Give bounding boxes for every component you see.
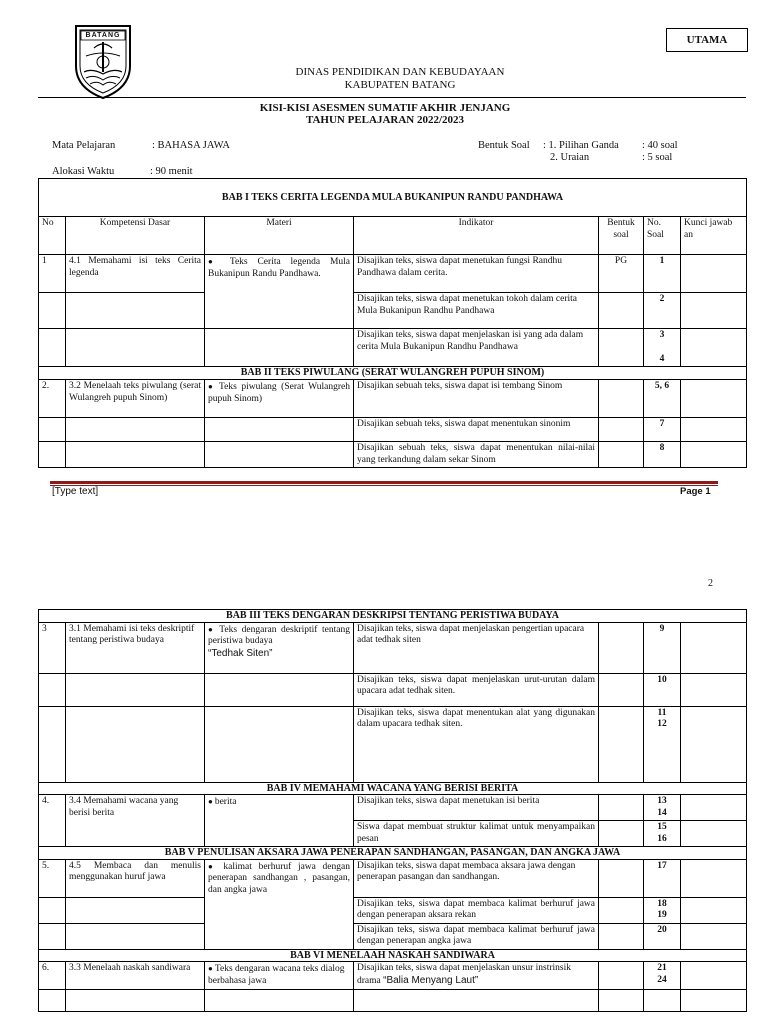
row-nosoal: 2 [644,293,681,329]
row-nosoal [644,897,681,923]
table-row [39,255,747,293]
table-row [39,923,747,949]
row-indikator: Disajikan sebuah teks, siswa dapat menentukan nilai-nilai yang terkandung dalam sekar Sinom [354,442,599,468]
row-kunci [681,990,747,1012]
row-kunci [681,673,747,706]
time-value: : 90 menit [150,166,193,177]
row-indikator: Disajikan sebuah teks, siswa dapat isi tembang Sinom [354,380,599,418]
row-kd: 4.5 Membaca dan menulis menggunakan huruf jawa [66,859,205,897]
col-nosoal: No. Soal [644,217,681,255]
table-row [39,795,747,821]
kisi-table-page2 [38,609,747,1012]
row-indikator: Siswa dapat membuat struktur kalimat untuk menyampaikan pesan [354,821,599,847]
row-materi [205,329,354,367]
nosoal-a: 3 [659,330,665,340]
row-kunci [681,329,747,367]
row-bentuk [599,673,644,706]
row-no: 1 [39,255,66,293]
row-materi [205,622,354,673]
row-indikator [354,990,599,1012]
row-nosoal [644,795,681,821]
row-materi [205,418,354,442]
section-row [39,367,747,380]
row-kd [66,897,205,923]
nosoal-b: 19 [657,910,667,920]
form-1-count: : 40 soal [642,140,678,151]
bab1-title: BAB I TEKS CERITA LEGENDA MULA BUKANIPUN RANDU PANDHAWA [39,179,747,217]
row-no [39,897,66,923]
row-nosoal: 8 [644,442,681,468]
bab6-title: BAB VI MENELAAH NASKAH SANDIWARA [39,949,747,962]
header-row [39,217,747,255]
row-nosoal: 20 [644,923,681,949]
row-materi [205,990,354,1012]
row-indikator: Disajikan teks, siswa dapat menetukan tokoh dalam cerita Mula Bukanipun Randhu Pandhawa [354,293,599,329]
row-bentuk [599,795,644,821]
row-bentuk [599,706,644,782]
row-indikator: Disajikan teks, siswa dapat menjelaskan isi yang ada dalam cerita Mula Bukanipun Randhu Pandhawa [354,329,599,367]
table-row [39,962,747,990]
row-no [39,442,66,468]
table-row [39,442,747,468]
nosoal-b: 16 [657,833,667,844]
bab3-title: BAB III TEKS DENGARAN DESKRIPSI TENTANG PERISTIWA BUDAYA [39,610,747,623]
table-row [39,706,747,782]
row-materi [205,673,354,706]
row-no [39,293,66,329]
row-nosoal: 10 [644,673,681,706]
row-indikator: Disajikan teks, siswa dapat membaca aksara jawa dengan penerapan pasangan dan sandhangan. [354,859,599,897]
title-line1: KISI-KISI ASESMEN SUMATIF AKHIR JENJANG [259,102,511,114]
bab4-title: BAB IV MEMAHAMI WACANA YANG BERISI BERITA [39,782,747,795]
row-bentuk [599,293,644,329]
row-nosoal [644,962,681,990]
row-kunci [681,293,747,329]
nosoal-a: 15 [657,822,667,832]
table-row [39,990,747,1012]
col-bentuk: Bentuk soal [599,217,644,255]
row-kunci [681,795,747,821]
row-no [39,990,66,1012]
row-indikator: Disajikan teks, siswa dapat menjelaskan pengertian upacara adat tedhak siten [354,622,599,673]
form-label: Bentuk Soal [478,140,530,151]
row-nosoal [644,821,681,847]
row-bentuk [599,897,644,923]
row-nosoal [644,990,681,1012]
row-nosoal [644,706,681,782]
row-nosoal: 9 [644,622,681,673]
row-kd: 4.1 Memahami isi teks Cerita legenda [66,255,205,293]
agency-header [250,66,550,92]
table-row [39,859,747,897]
row-bentuk [599,329,644,367]
row-materi [205,859,354,949]
row-nosoal: 5, 6 [644,380,681,418]
row-indikator: Disajikan teks, siswa dapat menetukan fungsi Randhu Pandhawa dalam cerita. [354,255,599,293]
title-line2: TAHUN PELAJARAN 2022/2023 [305,114,465,126]
row-kunci [681,418,747,442]
row-nosoal: 17 [644,859,681,897]
row-materi [205,380,354,418]
row-kd [66,673,205,706]
row-kd [66,990,205,1012]
row-indikator [354,962,599,990]
materi-text: ● Teks dengaran wacana teks dialog berbahasa jawa [208,963,350,987]
row-no [39,706,66,782]
row-materi [205,795,354,847]
row-materi [205,962,354,990]
table-row [39,329,747,367]
row-kd [66,442,205,468]
nosoal-a: 13 [657,796,667,806]
row-kunci [681,859,747,897]
subject-value: : BAHASA JAWA [152,140,230,151]
logo-text: BATANG [85,32,121,39]
row-kd [66,418,205,442]
row-kunci [681,442,747,468]
row-kd [66,923,205,949]
table-row [39,418,747,442]
section-row [39,610,747,623]
nosoal-b: 14 [657,807,667,818]
col-materi: Materi [205,217,354,255]
row-kd: 3.3 Menelaah naskah sandiwara [66,962,205,990]
row-kd [66,706,205,782]
form-2-count: : 5 soal [642,152,673,163]
row-kunci [681,255,747,293]
agency-line2: KABUPATEN BATANG [344,79,456,91]
row-no: 4. [39,795,66,847]
section-row [39,782,747,795]
time-label: Alokasi Waktu [52,166,115,177]
row-bentuk [599,962,644,990]
bab5-title: BAB V PENULISAN AKSARA JAWA PENERAPAN SANDHANGAN, PASANGAN, DAN ANGKA JAWA [39,847,747,860]
col-no: No [39,217,66,255]
table-row [39,673,747,706]
row-nosoal: 1 [644,255,681,293]
row-nosoal: 7 [644,418,681,442]
col-indikator: Indikator [354,217,599,255]
row-bentuk [599,923,644,949]
row-no: 6. [39,962,66,990]
row-kd: 3.1 Memahami isi teks deskriptif tentang peristiwa budaya [66,622,205,673]
page2-number: 2 [708,578,713,589]
row-bentuk [599,418,644,442]
row-bentuk [599,821,644,847]
row-kd [66,329,205,367]
nosoal-b: 24 [657,974,667,985]
form-2: 2. Uraian [550,152,590,163]
row-no: 3 [39,622,66,673]
row-bentuk [599,990,644,1012]
row-no [39,673,66,706]
footer-page-number: Page 1 [680,486,711,497]
document-title [150,102,620,126]
form-1: : 1. Pilihan Ganda [543,140,619,151]
section-row [39,179,747,217]
row-no [39,329,66,367]
table-row [39,293,747,329]
row-indikator: Disajikan teks, siswa dapat menjelaskan urut-urutan dalam upacara adat tedhak siten. [354,673,599,706]
nosoal-a: 21 [657,963,667,973]
indikator-text: Disajikan teks, siswa dapat menjelaskan unsur instrinsik drama [357,963,571,986]
row-bentuk [599,442,644,468]
row-materi [205,706,354,782]
row-kunci [681,923,747,949]
row-indikator: Disajikan teks, siswa dapat membaca kalimat berhuruf jawa dengan penerapan aksara rekan [354,897,599,923]
row-materi [205,442,354,468]
materi-text: ● Teks dengaran deskriptif tentang peristiwa budaya [208,624,350,648]
table-row [39,897,747,923]
section-row [39,949,747,962]
row-no [39,418,66,442]
row-kunci [681,380,747,418]
batang-logo [72,22,134,100]
bab2-title: BAB II TEKS PIWULANG (SERAT WULANGREH PUPUH SINOM) [39,367,747,380]
row-bentuk [599,380,644,418]
footer-rule-thin [50,485,718,486]
row-kd: 3.2 Menelaah teks piwulang (serat Wulangreh pupuh Sinom) [66,380,205,418]
row-kd [66,293,205,329]
row-bentuk [599,859,644,897]
materi-text: ● berita [208,796,350,809]
materi-text: ● Teks piwulang (Serat Wulangreh pupuh Sinom) [208,381,350,405]
row-kunci [681,897,747,923]
section-row [39,847,747,860]
nosoal-b: 12 [657,719,667,729]
row-indikator: Disajikan teks, siswa dapat membaca kalimat berhuruf jawa dengan penerapan angka jawa [354,923,599,949]
row-no: 2. [39,380,66,418]
row-kunci [681,962,747,990]
col-kd: Kompetensi Dasar [66,217,205,255]
row-kd: 3.4 Memahami wacana yang berisi berita [66,795,205,847]
row-nosoal [644,329,681,367]
materi-text: ● Teks Cerita legenda Mula Bukanipun Randu Pandhawa. [208,256,350,280]
agency-line1: DINAS PENDIDIKAN DAN KEBUDAYAAN [295,66,505,78]
materi-text: ● kalimat berhuruf jawa dengan penerapan sandhangan , pasangan, dan angka jawa [208,861,350,897]
row-kunci [681,622,747,673]
col-kunci: Kunci jawab an [681,217,747,255]
table-row [39,380,747,418]
footer-left-text: [Type text] [52,486,99,497]
kisi-table-page1 [38,178,747,468]
header-rule [38,97,746,98]
footer-rule [50,481,718,484]
row-kunci [681,821,747,847]
row-indikator: Disajikan teks, siswa dapat menetukan isi berita [354,795,599,821]
indikator-quote: “Balia Menyang Laut” [383,974,479,986]
nosoal-a: 18 [657,898,667,909]
utama-badge: UTAMA [666,28,748,52]
row-bentuk: PG [599,255,644,293]
table-row [39,622,747,673]
nosoal-a: 11 [657,707,667,718]
row-bentuk [599,622,644,673]
row-no: 5. [39,859,66,897]
row-materi [205,255,354,329]
subject-label: Mata Pelajaran [52,140,116,151]
materi-quote: “Tedhak Siten” [208,647,273,659]
row-indikator: Disajikan sebuah teks, siswa dapat menentukan sinonim [354,418,599,442]
row-indikator: Disajikan teks, siswa dapat menentukan alat yang digunakan dalam upacara tedhak siten. [354,706,599,782]
row-kunci [681,706,747,782]
nosoal-b: 4 [659,353,665,364]
row-no [39,923,66,949]
